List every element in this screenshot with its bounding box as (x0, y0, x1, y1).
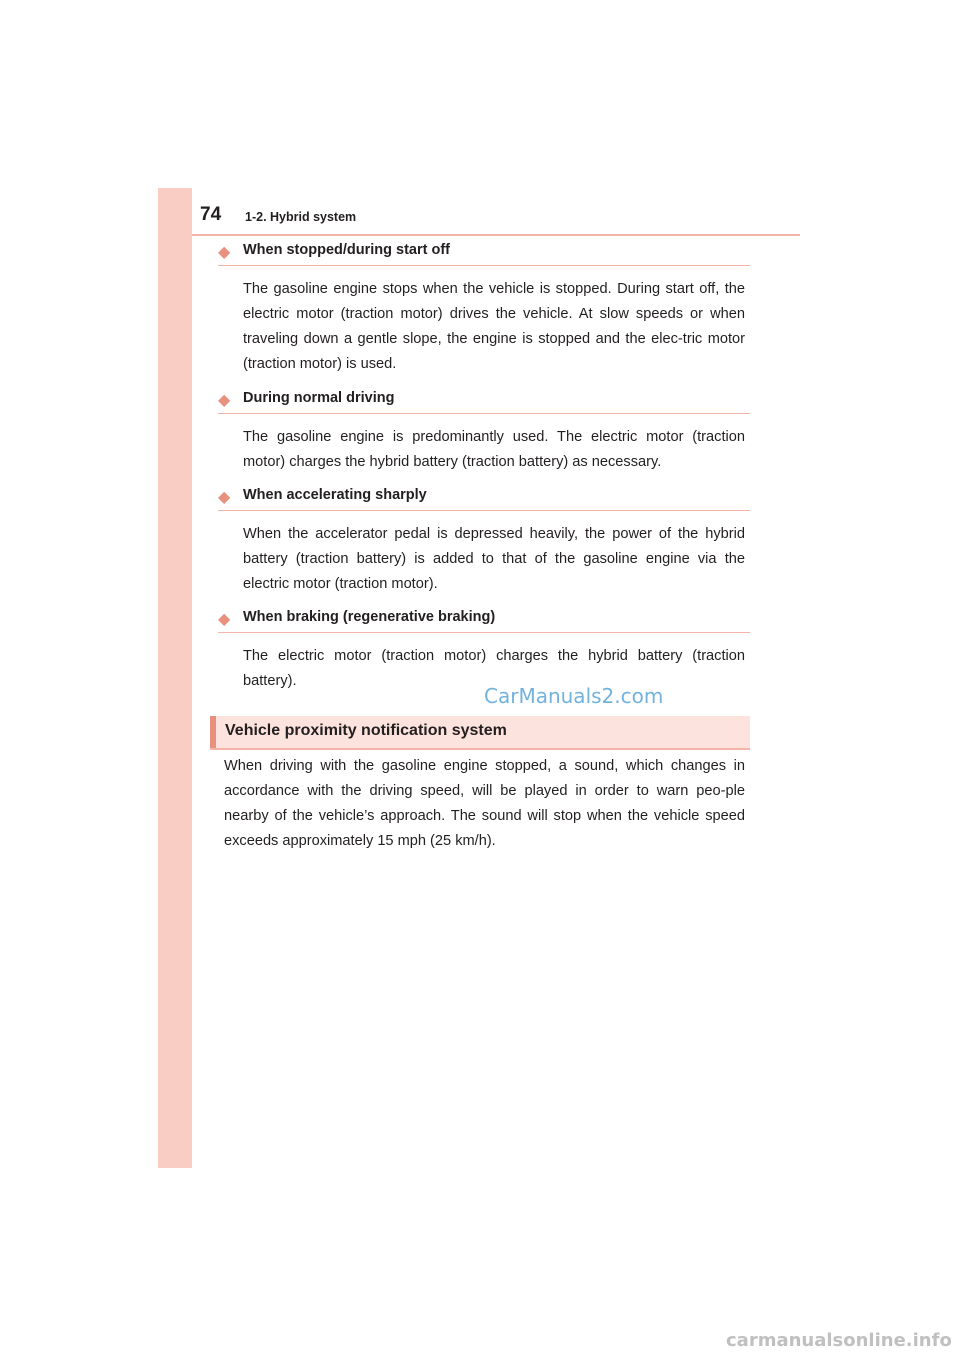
subsection-title: When accelerating sharply (243, 487, 427, 503)
subsection-heading-normal (218, 389, 750, 414)
subsection-text: When the accelerator pedal is depressed heavily, the power of the hybrid battery (traction battery) is added to that of the gasoline engine via the electric motor (traction motor). (243, 526, 745, 592)
side-tab-band (158, 188, 192, 1168)
footer-watermark: carmanualsonline.info (726, 1330, 952, 1351)
diamond-bullet-icon: ◆ (218, 611, 231, 628)
section-heading-accent-bar (210, 716, 216, 748)
diamond-bullet-icon: ◆ (218, 489, 231, 506)
page-header (192, 200, 800, 236)
section-reference: 1-2. Hybrid system (245, 210, 357, 224)
diamond-bullet-icon: ◆ (218, 392, 231, 409)
section-heading (210, 716, 750, 750)
subsection-text: The gasoline engine is predominantly used. The electric motor (traction motor) charges the hybrid battery (traction battery) as necessary. (243, 429, 745, 470)
watermark-text: CarManuals2.com (484, 684, 664, 708)
subsection-title: When stopped/during start off (243, 242, 451, 258)
subsection-heading-stopped (218, 241, 750, 266)
section-text: When driving with the gasoline engine stopped, a sound, which changes in accordance with the driving speed, will be played in order to warn peo-ple nearby of the vehicle’s approach. The sound will stop when the vehicle speed exceeds approximately 15 mph (25 km/h). (224, 758, 745, 849)
subsection-heading-accelerating (218, 486, 750, 511)
subsection-heading-braking (218, 608, 750, 633)
page-number: 74 (200, 204, 222, 225)
subsection-title: During normal driving (243, 390, 395, 406)
subsection-text: The gasoline engine stops when the vehicle is stopped. During start off, the electric motor (traction motor) drives the vehicle. At slow speeds or when traveling down a gentle slope, the engine is stopped and the elec-tric motor (traction motor) is used. (243, 281, 745, 372)
subsection-title: When braking (regenerative braking) (243, 609, 496, 625)
subsection-text: The electric motor (traction motor) charges the hybrid battery (traction battery). (243, 648, 745, 689)
section-title: Vehicle proximity notification system (225, 722, 507, 739)
diamond-bullet-icon: ◆ (218, 244, 231, 261)
